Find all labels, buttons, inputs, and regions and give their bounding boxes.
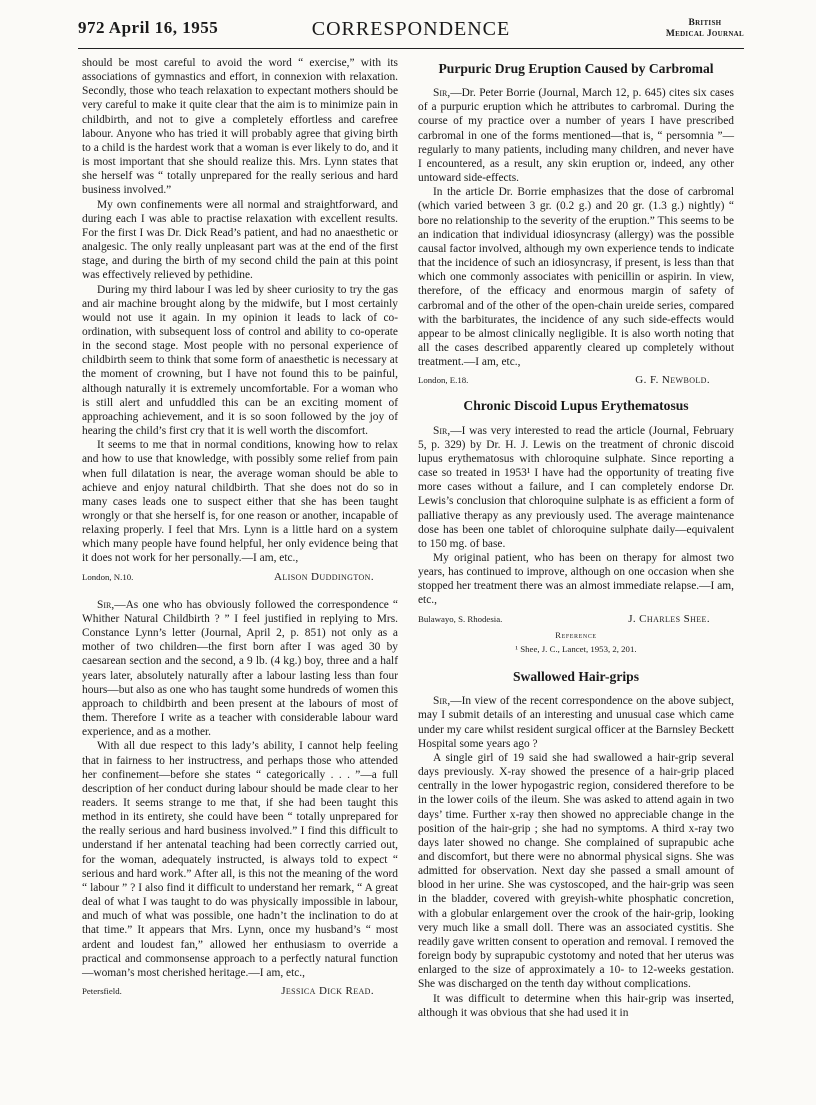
signature-block	[82, 570, 398, 584]
signature-block	[418, 373, 734, 387]
letter-heading: Purpuric Drug Eruption Caused by Carbromal	[438, 61, 714, 76]
letter-paragraph: should be most careful to avoid the word “ exercise,” with its associations of gymnastics and effort, in connexion with relaxation. Secondly, those who teach relaxation to expectant mothers should be very careful to make it quite clear that the aim is to minimize pain in childbirth, and not to give a completely effortless and carefree labour. Anyone who has tried it will probably agree that giving birth to a child is the hardest work that a woman is ever likely to do, and it is most important that she should realize this. Mrs. Lynn states that she herself was “ totally unprepared for the really serious and hard business involved.”	[82, 57, 398, 197]
letter-paragraph: During my third labour I was led by sheer curiosity to try the gas and air machine brought along by the midwife, but I most certainly would not use it again. In my opinion it leads to lack of co-ordination, with subsequent loss of control and ability to co-operate in the second stage. Most people with no personal experience of childbirth seem to think that some form of anaesthetic is necessary at the moment of crowning, but I have not found this to be painful, although naturally it is extremely uncomfortable. For a woman who is still alert and unfuddled this can be an exciting moment of approaching achievement, and it is so soon followed by the joy of hearing the child’s first cry that it is well worth the discomfort.	[82, 283, 398, 438]
signature-block	[82, 984, 398, 998]
signature-place: Petersfield.	[82, 986, 122, 996]
signature-name: J. Charles Shee.	[628, 612, 710, 625]
left-column	[82, 56, 398, 998]
reference-item: ¹ Shee, J. C., Lancet, 1953, 2, 201.	[515, 643, 637, 654]
letter-paragraph: My original patient, who has been on therapy for almost two years, has continued to improve, although on one occasion when she stopped her treatment there was an almost immediate relapse.—I am, etc.,	[418, 552, 734, 607]
page-number-date: 972 April 16, 1955	[78, 18, 219, 37]
letter-paragraph	[418, 694, 734, 751]
salutation: Sir,	[433, 424, 451, 437]
signature-block	[418, 612, 734, 626]
signature-name: Alison Duddington.	[274, 570, 374, 583]
reference-heading: Reference	[555, 629, 597, 640]
letter-text: —In view of the recent correspondence on the above subject, may I submit details of an interesting and unusual case which came under my care whilst resident surgical officer at the Barnsley Beckett Hospital some years ago ?	[418, 695, 734, 750]
signature-place: London, E.18.	[418, 375, 469, 386]
salutation: Sir,	[97, 598, 115, 611]
letter-paragraph	[418, 424, 734, 551]
signature-place: Bulawayo, S. Rhodesia.	[418, 613, 503, 624]
journal-name	[666, 18, 744, 40]
journal-name-line2: Medical Journal	[665, 29, 744, 39]
letter-paragraph: In the article Dr. Borrie emphasizes that the dose of carbromal (which varied between 3 gr. (0.2 g.) and 20 gr. (1.3 g.) nightly) “ bore no relationship to the severity of the eruption.” This seems to be an indication that individual idiosyncrasy (allergy) was the possible causal factor involved, although my own experience tends to indicate that the incidence of such an idiosyncrasy, if present, is less than that which one commonly associates with penicillin or aspirin. In view, therefore, of the efficacy and enormous margin of safety of carbromal and of the other of the open-chain ureide series, compared with the barbiturates, the incidence of any such side-effects would appear to be almost clinically negligible. It is also worth noting that all the cases described apparently cleared up completely without treatment.—I am, etc.,	[418, 186, 734, 369]
letter-paragraph	[418, 86, 734, 185]
journal-name-line1: British	[688, 18, 722, 28]
section-title: CORRESPONDENCE	[311, 18, 511, 40]
page-header	[78, 14, 744, 49]
letter-paragraph: It was difficult to determine when this hair-grip was inserted, although it was obvious that she had used it in	[418, 992, 734, 1019]
signature-name: Jessica Dick Read.	[281, 985, 374, 997]
salutation: Sir,	[433, 87, 451, 100]
signature-name: G. F. Newbold.	[635, 374, 710, 387]
letter-text: —I was very interested to read the article (Journal, February 5, p. 329) by Dr. H. J. Lewis on the treatment of chronic discoid lupus erythematosus with chloroquine sulphate. Since reporting a case so treated in 1953¹ I have had the opportunity of treating five more cases without a failure, and I can completely endorse Dr. Lewis’s conclusion that chloroquine sulphate is as efficient a form of palliative therapy as any previously used. The average maintenance dose has been one tablet of chloroquine sulphate daily—equivalent to 150 mg. of base.	[418, 424, 734, 550]
letter-heading: Chronic Discoid Lupus Erythematosus	[463, 398, 689, 414]
letter-paragraph	[82, 598, 398, 740]
right-column	[418, 56, 734, 1020]
letter-heading: Swallowed Hair-grips	[513, 669, 639, 685]
spacer	[82, 584, 398, 598]
salutation: Sir,	[433, 695, 451, 708]
letter-paragraph: A single girl of 19 said she had swallowed a hair-grip several days previously. X-ray showed the presence of a hair-grip placed centrally in the lower hypogastric region, considered therefore to be in the lower coils of the ileum. She was asked to attend again in two days’ time. Further x-ray then showed no appreciable change in the position of the hair-grip ; she had no symptoms. A third x-ray two days later showed no change. She complained of suprapubic ache and discomfort, but there were no abnormal physical signs. She was admitted for observation. Next day she passed a small amount of blood in her urine. She was cystoscoped, and the hair-grip was seen in the bladder, covered with greyish-white phosphatic concretion, with a globular enlargement over the crook of the hair-grip, looking very much like a small doll. There was an associated cystitis. She readily gave written consent to operation and removal. I removed the foreign body by suprapubic cystotomy and noted that her uterus was enlarged to the size of approximately a 10- to 12-weeks gestation. She was discharged on the tenth day without complications.	[418, 751, 734, 991]
letter-paragraph: It seems to me that in normal conditions, knowing how to relax and how to use that knowledge, with possibly some relief from pain when full dilatation is near, the average woman should be able to achieve and enjoy natural childbirth. That she does not do so in many cases leads one to suspect either that she has been taught wrongly or that she herself is, for one reason or another, incapable of relaxing properly. I feel that Mrs. Lynn is a little hard on a system which many people have found helpful, her only evidence being that it does not work for her personally.—I am, etc.,	[82, 439, 398, 565]
letter-paragraph: My own confinements were all normal and straightforward, and during each I was able to practise relaxation with excellent results. For the first I was Dr. Dick Read’s patient, and had no anaesthetic or analgesic. The only really unpleasant part was at the end of the first stage, and during the birth of my second child the pain at this point was effectively relieved by pethidine.	[82, 198, 398, 282]
signature-place: London, N.10.	[82, 571, 134, 582]
letter-paragraph: With all due respect to this lady’s ability, I cannot help feeling that in fairness to her instructress, and perhaps those who attended her confinement—before she states “ categorically . . . ”—a full description of her conduct during labour should be made clear to her readers. It seems strange to me that, if she had been taught this method in its entirety, she could have been “ totally unprepared for the really serious and hard business involved.” I find this difficult to understand if her antenatal teaching had been correctly carried out, for the woman, adequately instructed, is always told to expect “ serious and hard work.” After all, is this not the meaning of the word “ labour ” ? I also find it difficult to understand her remark, “ A great deal of what I was taught to do was physically impossible in labour, and much of what was possible, one hadn’t the inclination to do at that time.” It appears that Mrs. Lynn, once my husband’s “ most ardent and loudest fan,” allowed her enthusiasm to override a practical and commonsense approach to a perfectly natural function—woman’s most cherished heritage.—I am, etc.,	[82, 740, 398, 979]
letter-text: —As one who has obviously followed the correspondence “ Whither Natural Childbirth ? ” I feel justified in replying to Mrs. Constance Lynn’s letter (Journal, April 2, p. 851) not only as a mother of two children—the first born after I was aged 30 by caesarean section and the second, a 9 lb. (4 kg.) boy, three and a half years later, absolutely naturally after a labour lasting less than four hours—but also as one who has taught some hundreds of women this approach to childbirth and been present at the labours of most of them. Therefore I write as a teacher with considerable labour ward experience, and as a mother.	[82, 598, 398, 739]
letter-text: —Dr. Peter Borrie (Journal, March 12, p. 645) cites six cases of a purpuric eruption which he attributes to carbromal. During the course of my practice over a number of years I have prescribed carbromal in one of the forms mentioned—that is, “ persomnia ”—regularly to many patients, including many children, and never have I encountered, as a result, any skin eruption or, indeed, any other untoward side-effects.	[418, 87, 734, 185]
